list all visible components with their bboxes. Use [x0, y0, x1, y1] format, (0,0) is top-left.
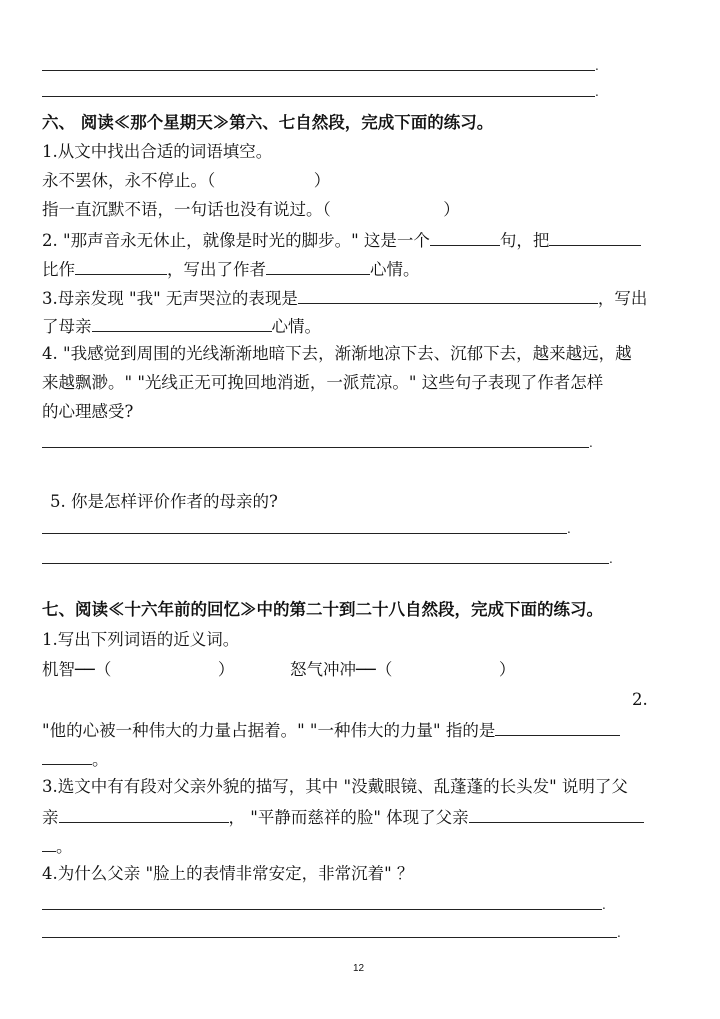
line-end-mark: . — [595, 59, 599, 73]
s6-q1-a-text: 永不罢休，永不停止。（ — [42, 171, 216, 190]
answer-line — [42, 96, 595, 97]
s6-q2-line2 — [42, 257, 420, 281]
page-number: 12 — [353, 963, 365, 974]
s6-q2-line1 — [42, 228, 641, 252]
line-end-mark: . — [617, 926, 621, 940]
s7-q3-blank-b[interactable] — [469, 805, 644, 823]
s6-q3-text-b: ，写出 — [597, 289, 648, 308]
s6-q2-text-b: 句，把 — [499, 231, 550, 250]
s6-q4-line2: 来越飘渺。" "光线正无可挽回地消逝，一派荒凉。" 这些句子表现了作者怎样 — [42, 373, 604, 392]
s6-q1-a-close: ） — [313, 171, 331, 190]
s7-q1-item-a — [42, 659, 234, 681]
answer-line — [42, 70, 595, 71]
s6-q1-b-close: ） — [443, 200, 460, 219]
s7-q3-end: 。 — [56, 837, 73, 856]
s6-q4-line1: 4. "我感觉到周围的光线渐渐地暗下去，渐渐地凉下去、沉郁下去，越来越远，越 — [42, 344, 632, 363]
s6-q2-text-a: 2. "那声音永无休止，就像是时光的脚步。" 这是一个 — [42, 231, 430, 250]
s7-q3-text-a: 亲 — [42, 808, 59, 827]
line-end-mark: . — [589, 436, 593, 450]
s7-q3-text-b: ， "平静而慈祥的脸" 体现了父亲 — [228, 808, 469, 827]
s6-q3-line1 — [42, 286, 647, 310]
s6-q2-blank-subject[interactable] — [549, 228, 641, 246]
s6-q2-blank-compared-to[interactable] — [75, 257, 167, 275]
s6-q3-text-d: 心情。 — [271, 317, 321, 336]
s7-q3-blank-c[interactable] — [42, 834, 56, 852]
s7-q1-a-close: ） — [217, 660, 235, 679]
s6-q4-line3: 的心理感受? — [42, 402, 134, 421]
s6-q1-b-text: 指一直沉默不语，一句话也没有说过。（ — [42, 200, 331, 219]
s6-q2-text-d: ，写出了作者 — [167, 260, 266, 279]
s7-q3-line2 — [42, 805, 644, 829]
s6-q3-text-c: 了母亲 — [42, 317, 92, 336]
s7-q2-blank-b[interactable] — [42, 747, 92, 765]
s7-q1-b-close: ） — [498, 660, 516, 679]
s7-q1-item-b — [290, 659, 515, 681]
s6-q1-item-a — [42, 170, 330, 192]
s7-q3-line3 — [42, 834, 73, 858]
s7-q2-blank-a[interactable] — [495, 718, 620, 736]
s6-q2-blank-feeling[interactable] — [266, 257, 370, 275]
section-six-heading: 六、 阅读≪那个星期天≫第六、七自然段，完成下面的练习。 — [42, 113, 494, 132]
s6-q5-question: 5. 你是怎样评价作者的母亲的? — [50, 492, 278, 511]
s7-q2-text: "他的心被一种伟大的力量占据着。" "一种伟大的力量" 指的是 — [42, 721, 496, 740]
s6-q3-line2 — [42, 314, 321, 338]
s6-q2-text-e: 心情。 — [370, 260, 420, 279]
s6-q3-blank-behavior[interactable] — [298, 286, 598, 304]
line-end-mark: . — [609, 552, 613, 566]
section-seven-heading: 七、阅读≪十六年前的回忆≫中的第二十到二十八自然段，完成下面的练习。 — [42, 600, 603, 619]
s7-q2-line2 — [42, 747, 109, 771]
s7-q4-answer-line-2[interactable] — [42, 937, 617, 938]
s7-q2-line1 — [42, 718, 620, 742]
s6-q2-blank-sentence-type[interactable] — [430, 228, 500, 246]
line-end-mark: . — [595, 85, 599, 99]
s6-q5-answer-line-1[interactable] — [42, 533, 567, 534]
s7-q4-answer-line-1[interactable] — [42, 909, 602, 910]
s7-q1-title: 1.写出下列词语的近义词。 — [42, 630, 240, 649]
s7-q3-line1: 3.选文中有有段对父亲外貌的描写，其中 "没戴眼镜、乱蓬蓬的长头发" 说明了父 — [42, 777, 628, 796]
s6-q4-answer-line[interactable] — [42, 447, 589, 448]
s6-q1-title: 1.从文中找出合适的词语填空。 — [42, 142, 273, 161]
s7-q2-end: 。 — [92, 750, 109, 769]
s6-q1-item-b — [42, 199, 460, 221]
s7-q4-question: 4.为什么父亲 "脸上的表情非常安定，非常沉着" ？ — [42, 864, 414, 883]
s7-q1-a-text: 机智──（ — [42, 660, 112, 679]
s6-q3-text-a: 3.母亲发现 "我" 无声哭泣的表现是 — [42, 289, 298, 308]
s7-q2-number: 2. — [632, 690, 648, 709]
s7-q3-blank-a[interactable] — [59, 805, 229, 823]
s6-q3-blank-feeling[interactable] — [92, 314, 272, 332]
line-end-mark: . — [602, 898, 606, 912]
s7-q1-b-text: 怒气冲冲──（ — [290, 660, 393, 679]
line-end-mark: . — [567, 522, 571, 536]
s6-q5-answer-line-2[interactable] — [42, 563, 609, 564]
s6-q2-text-c: 比作 — [42, 260, 75, 279]
